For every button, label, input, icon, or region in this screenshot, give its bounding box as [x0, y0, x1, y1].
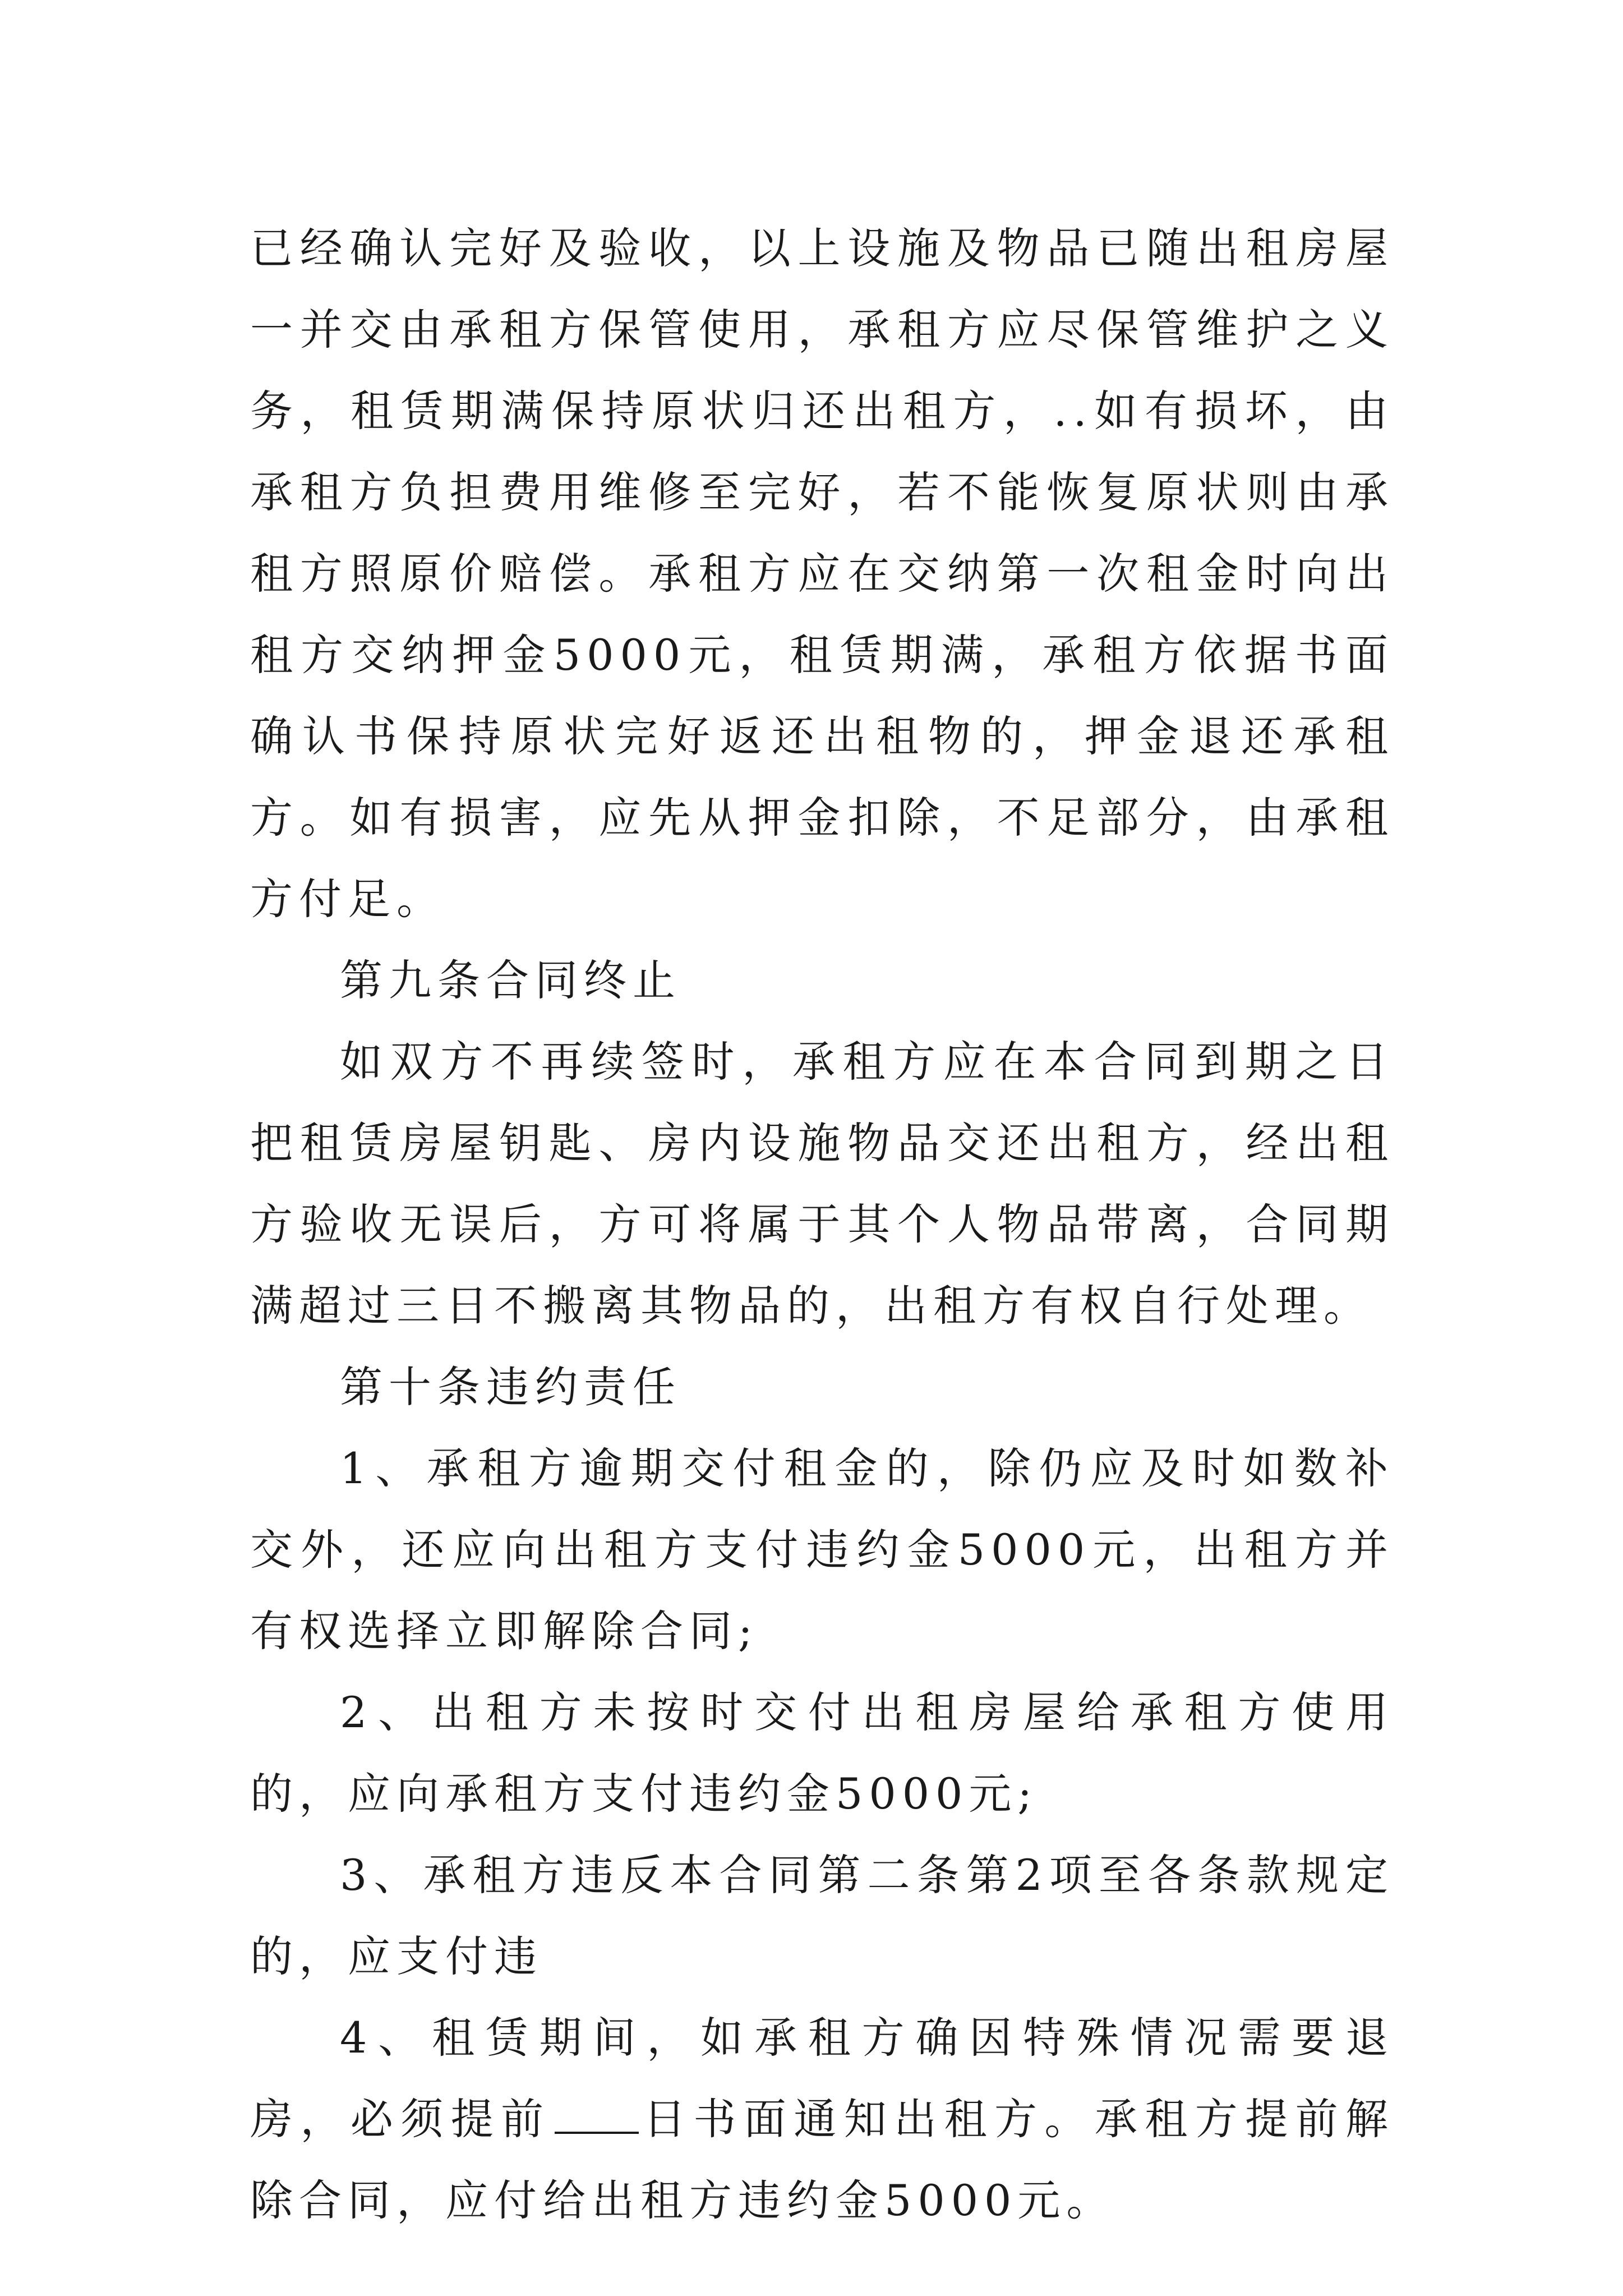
clause-4-text-before-blank: 4、租赁期间，如承租方确因特殊情况需要退房，必须提前	[250, 2013, 1394, 2144]
blank-days-field	[555, 2098, 639, 2134]
paragraph-contract-termination: 如双方不再续签时，承租方应在本合同到期之日把租赁房屋钥匙、房内设施物品交还出租方，经出租方验收无误后，方可将属于其个人物品带离，合同期满超过三日不搬离其物品的，出租方有权自行处理。	[250, 1037, 1394, 1331]
clause-3-breach: 3、承租方违反本合同第二条第2项至各条款规定的，应支付违	[250, 1850, 1394, 1981]
clause-2-late-delivery: 2、出租方未按时交付出租房屋给承租方使用的，应向承租方支付违约金5000元;	[250, 1687, 1394, 1819]
heading-article-9: 第九条合同终止	[340, 955, 681, 1005]
heading-article-10: 第十条违约责任	[340, 1362, 681, 1412]
paragraph-deposit-terms: 已经确认完好及验收，以上设施及物品已随出租房屋一并交由承租方保管使用，承租方应尽保管维护之义务，租赁期满保持原状归还出租方，..如有损坏，由承租方负担费用维修至完好，若不能恢复原状则由承租方照原价赔偿。承租方应在交纳第一次租金时向出租方交纳押金5000元，租赁期满，承租方依据书面确认书保持原状完好返还出租物的，押金退还承租方。如有损害，应先从押金扣除，不足部分，由承租方付足。	[250, 223, 1394, 924]
clause-4-text-after-blank: 日书面通知出租方。承租方提前解除合同，应付给出租方违约金5000元。	[250, 2094, 1395, 2225]
clause-4-early-termination	[250, 1997, 1394, 2241]
clause-1-late-rent: 1、承租方逾期交付租金的，除仍应及时如数补交外，还应向出租方支付违约金5000元，出租方并有权选择立即解除合同;	[250, 1443, 1394, 1656]
document-body	[250, 208, 1394, 2241]
